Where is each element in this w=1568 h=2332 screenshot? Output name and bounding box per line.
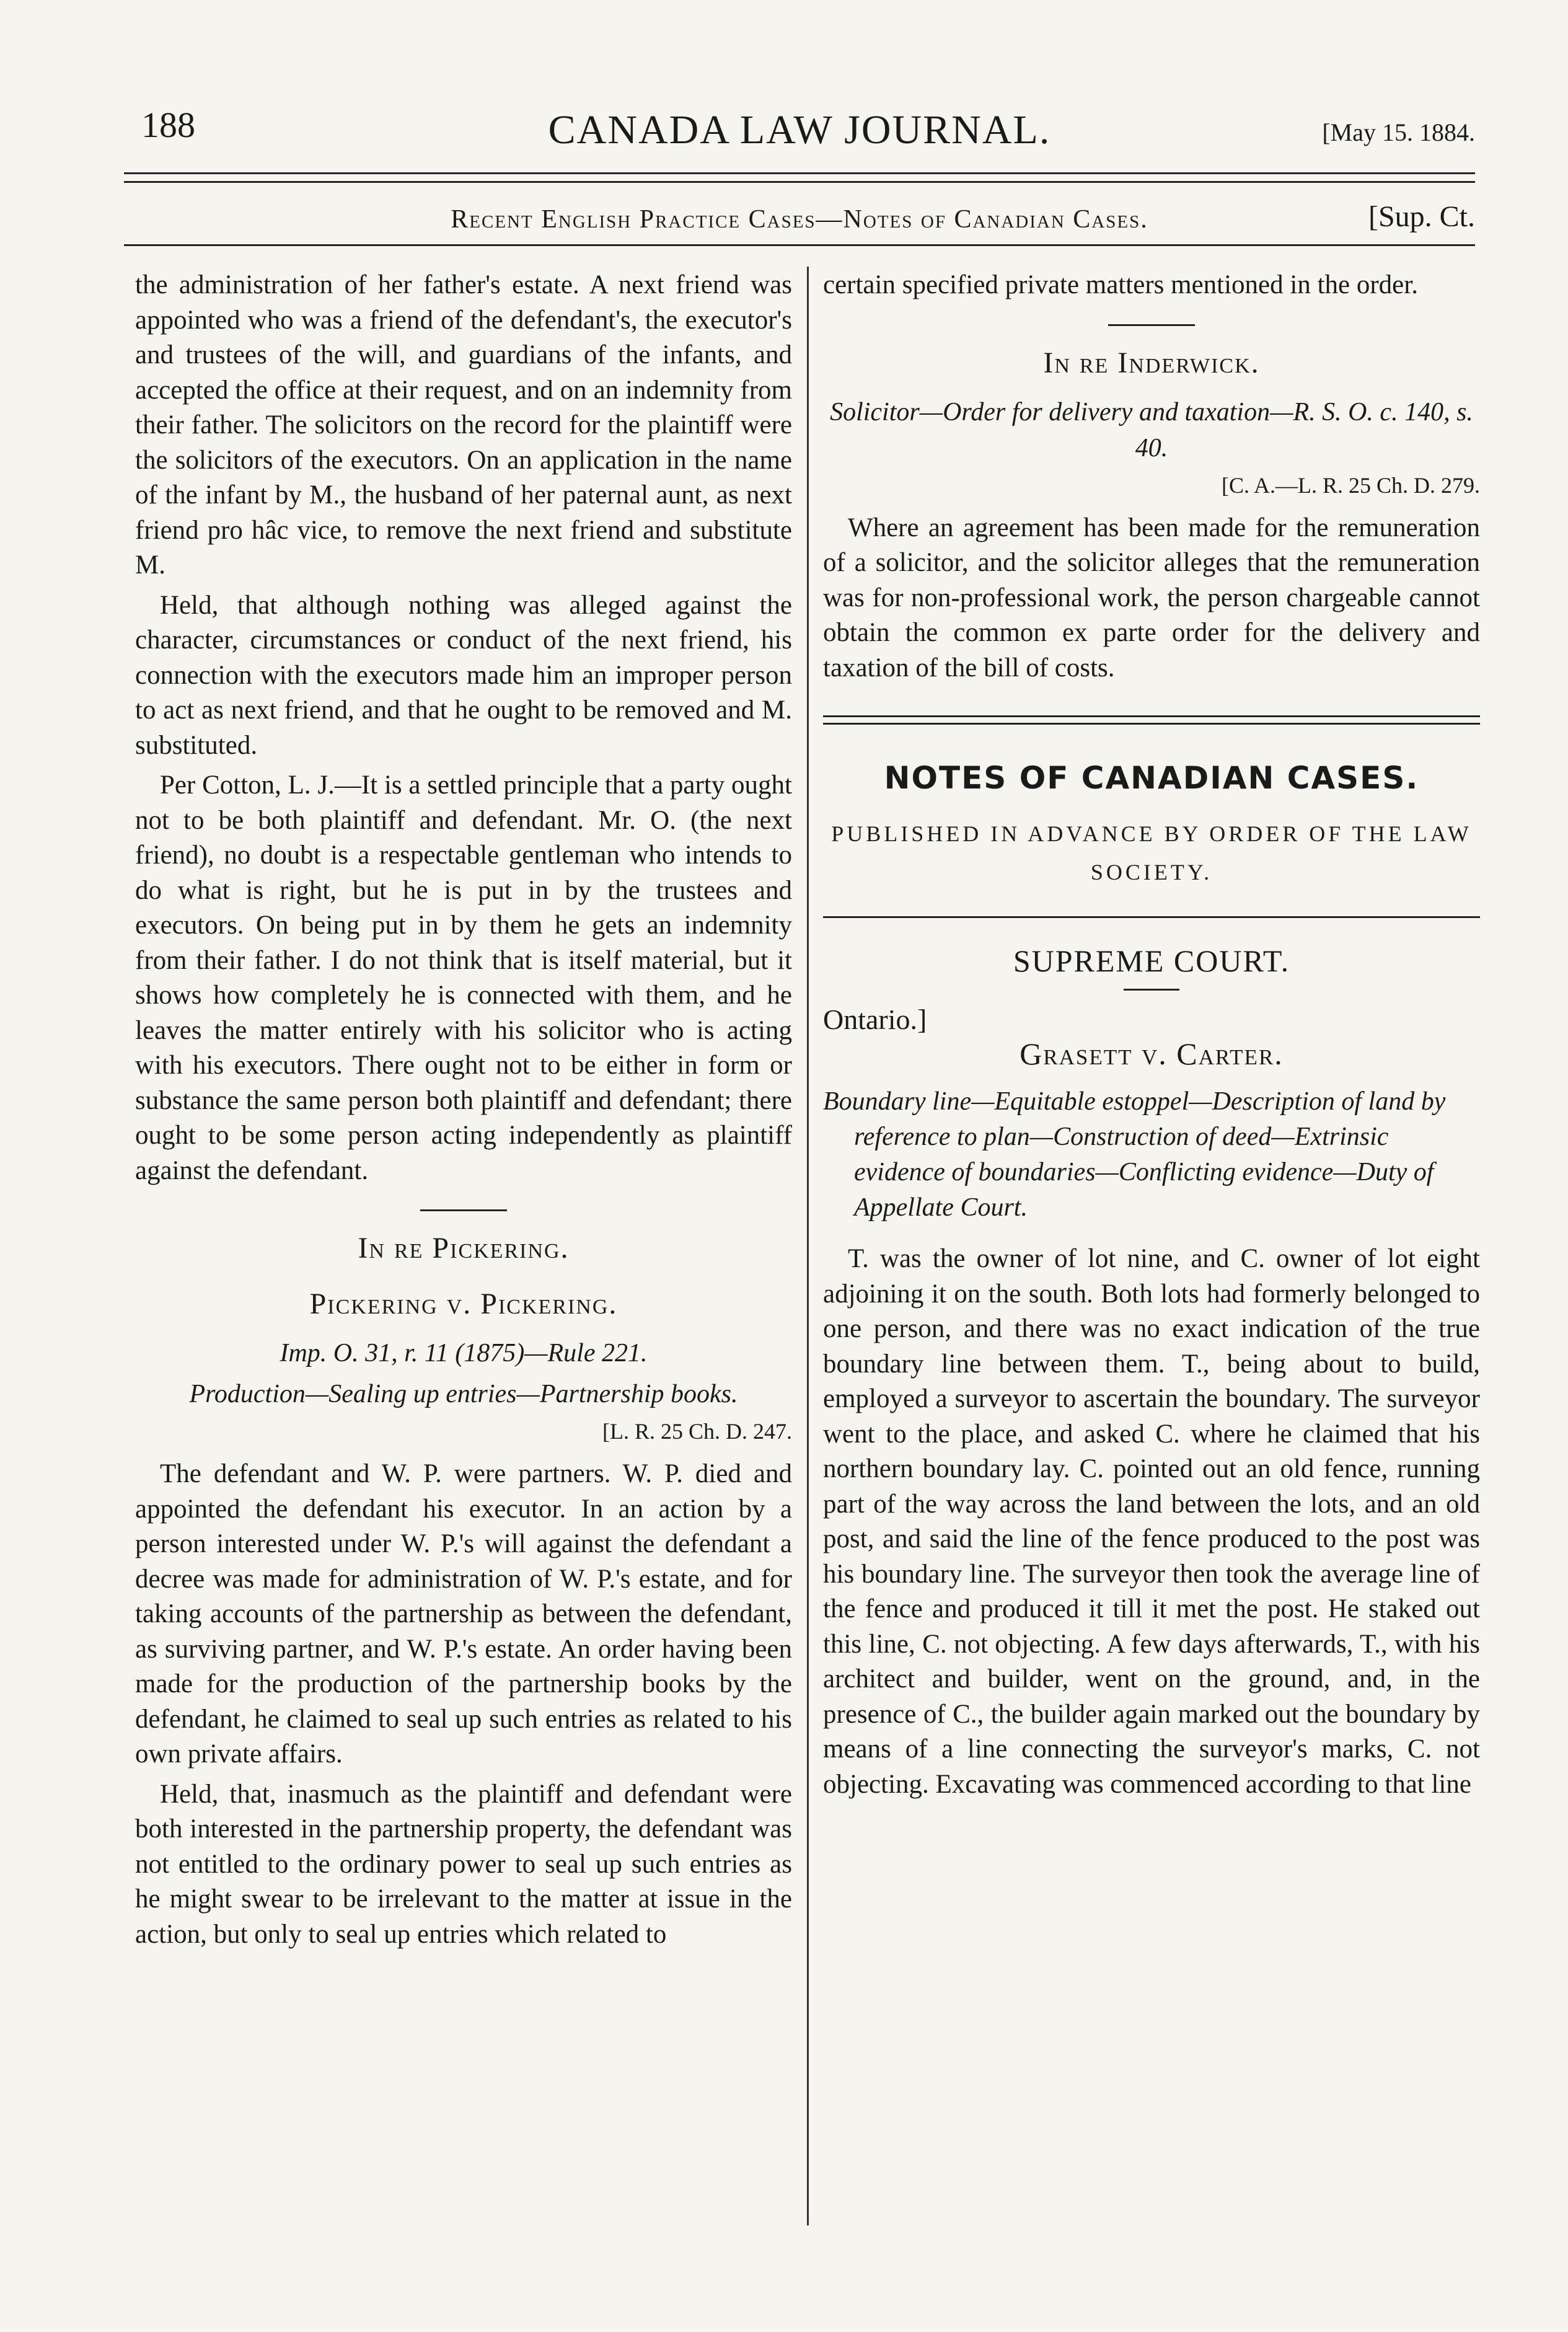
rule-line (823, 715, 1480, 717)
case-title: In re Pickering. (358, 1232, 570, 1265)
case-topic: Solicitor—Order for delivery and taxation—R. S. O. c. 140, s. 40. (830, 397, 1473, 462)
notes-heading: NOTES OF CANADIAN CASES. (884, 760, 1419, 796)
paragraph: certain specified private matters mentioned in the order. (823, 270, 1418, 299)
paragraph: Held, that, inasmuch as the plaintiff and defendant were both interested in the partnership property, the defendant was not entitled to the ordinary power to seal up such entries as he might swear to be irrelevant to the matter at issue in the action, but only to seal up entries which related to (135, 1779, 792, 1949)
paragraph: T. was the owner of lot nine, and C. owner of lot eight adjoining it on the south. Both lots had formerly belonged to one person, and there was no exact indication of the true boundary line between them. T., being about to build, employed a surveyor to ascertain the boundary. The surveyor went to the place, and asked C. where he claimed that his northern boundary lay. C. pointed out an old fence, running part of the way across the land between the lots, and an old post, and said the line of the fence produced to the post was his boundary line. The surveyor then took the average line of the fence and produced it till it met the post. He staked out this line, C. not objecting. A few days afterwards, T., with his architect and builder, went on the ground, and, in the presence of C., the builder again marked out the boundary by means of a line connecting the surveyor's marks, C. not objecting. Excavating was commenced according to that line (823, 1244, 1480, 1799)
paragraph: Where an agreement has been made for the remuneration of a solicitor, and the solicitor alleges that the remuneration was for non-professional work, the person chargeable cannot obtain the common ex parte order for the delivery and taxation of the bill of costs. (823, 513, 1480, 682)
case-citation: [L. R. 25 Ch. D. 247. (602, 1419, 792, 1444)
section-right-label: [Sup. Ct. (1368, 200, 1475, 233)
case-subtitle: Pickering v. Pickering. (309, 1287, 618, 1320)
case-title: In re Inderwick. (1043, 346, 1260, 379)
case-rule: Imp. O. 31, r. 11 (1875)—Rule 221. (280, 1339, 648, 1367)
issue-date: [May 15. 1884. (1322, 118, 1475, 146)
case-citation: [C. A.—L. R. 25 Ch. D. 279. (1221, 472, 1480, 498)
section-rule (124, 244, 1475, 246)
paragraph: The defendant and W. P. were partners. W. P. died and appointed the defendant his executor. In an action by a person interested under W. P.'s will against the defendant a decree was made for administration of W. P.'s estate, and for taking accounts of the partnership as between the defendant, as surviving partner, and W. P.'s estate. An order having been made for the production of the partnership books by the defendant, he claimed to seal up such entries as related to his own private affairs. (135, 1459, 792, 1769)
court-heading: SUPREME COURT. (1013, 943, 1290, 978)
court-separator (1124, 989, 1179, 991)
section-header (124, 198, 1475, 242)
case-separator (420, 1209, 507, 1211)
page-number: 188 (141, 105, 195, 145)
section-title: Recent English Practice Cases—Notes of Canadian Cases. (451, 205, 1148, 234)
case-separator (1108, 324, 1195, 326)
left-column (135, 268, 792, 1957)
case-headnote: Boundary line—Equitable estoppel—Description of land by reference to plan—Construction of deed—Extrinsic evidence of boundaries—Conflicting evidence—Duty of Appellate Court. (823, 1087, 1446, 1222)
jurisdiction-label: Ontario.] (823, 1004, 927, 1035)
notes-rule (823, 916, 1480, 918)
header-rule-top (124, 172, 1475, 174)
case-topic: Production—Sealing up entries—Partnership books. (189, 1380, 738, 1408)
publication-note: PUBLISHED IN ADVANCE BY ORDER OF THE LAW SOCIETY. (831, 821, 1472, 885)
header-rule-bottom (124, 181, 1475, 183)
rule-line (823, 723, 1480, 725)
running-header (124, 99, 1475, 161)
journal-title: CANADA LAW JOURNAL. (548, 107, 1051, 152)
paragraph: Per Cotton, L. J.—It is a settled principle that a party ought not to be both plaintiff and defendant. Mr. O. (the next friend), no doubt is a respectable gentleman who intends to do what is right, but he is put in by the trustees and executors. On being put in by them he gets an indemnity from their father. I do not think that is itself material, but it shows how completely he is connected with them, and he leaves the matter entirely with his solicitor who is acting with his executors. There ought not to be either in form or substance the same person both plaintiff and defendant; there ought to be some person acting independently as plaintiff against the defendant. (135, 771, 792, 1185)
section-double-rule (823, 710, 1480, 735)
right-column (823, 268, 1480, 1807)
column-divider (807, 267, 809, 2225)
paragraph: Held, that although nothing was alleged against the character, circumstances or conduct of the next friend, his connection with the executors made him an improper person to act as next friend, and that he ought to be removed and M. substituted. (135, 590, 792, 760)
case-title: Grasett v. Carter. (1020, 1036, 1284, 1071)
paragraph: the administration of her father's estate. A next friend was appointed who was a friend of the defendant's, the executor's and trustees of the will, and guardians of the infants, and accepted the office at their request, and on an indemnity from their father. The solicitors on the record for the plaintiff were the solicitors of the executors. On an application in the name of the infant by M., the husband of her paternal aunt, as next friend pro hâc vice, to remove the next friend and substitute M. (135, 270, 792, 580)
